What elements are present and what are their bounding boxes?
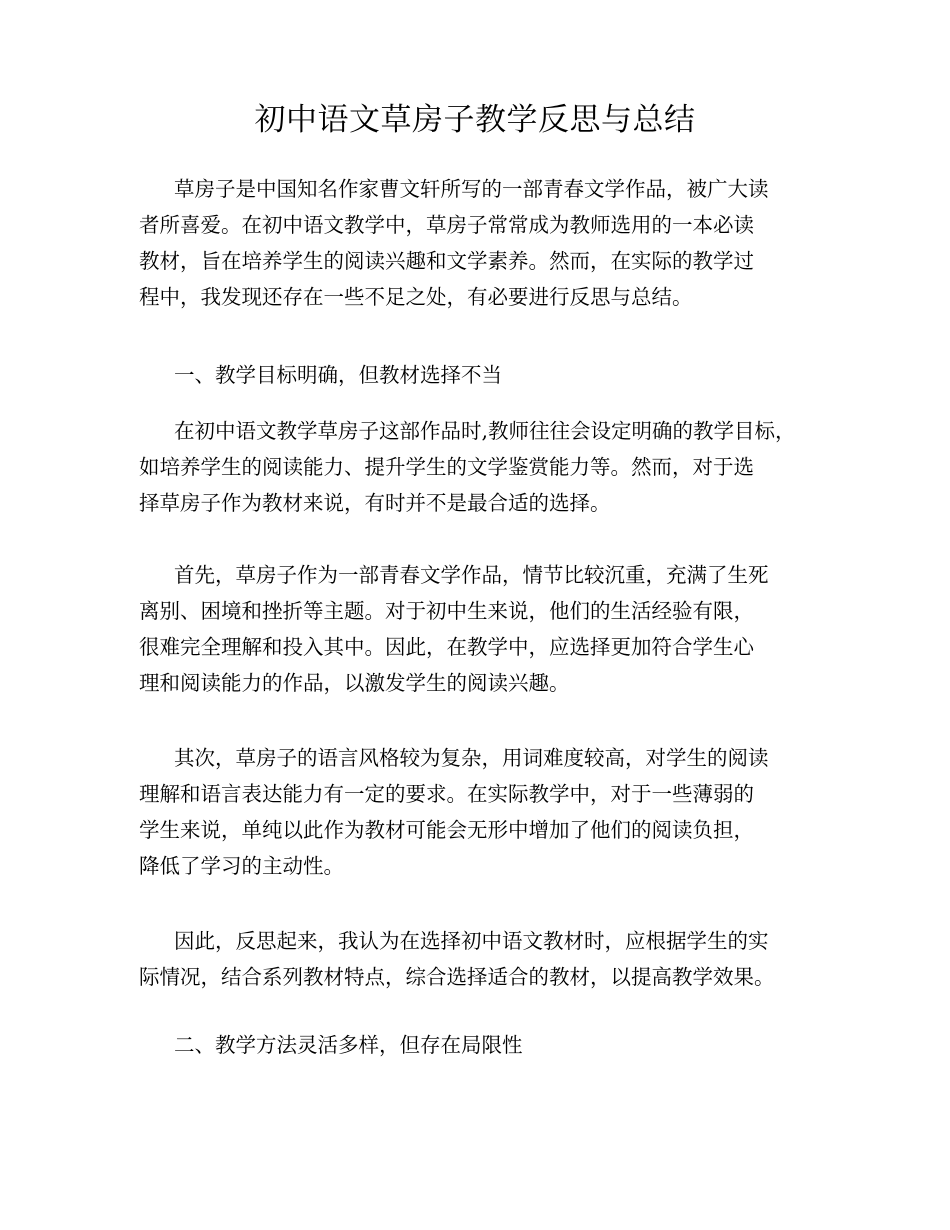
paragraph-line: 如培养学生的阅读能力、提升学生的文学鉴赏能力等。然而，对于选 (139, 455, 754, 479)
document-title: 初中语文草房子教学反思与总结 (254, 102, 696, 138)
paragraph-line: 其次，草房子的语言风格较为复杂，用词难度较高，对学生的阅读 (174, 746, 769, 770)
paragraph-line: 降低了学习的主动性。 (139, 854, 344, 878)
paragraph-line: 理解和语言表达能力有一定的要求。在实际教学中，对于一些薄弱的 (139, 782, 754, 806)
section-heading-1 (139, 357, 839, 393)
paragraph-line: 程中，我发现还存在一些不足之处，有必要进行反思与总结。 (139, 285, 693, 309)
paragraph-line: 在初中语文教学草房子这部作品时,教师往往会设定明确的教学目标， (174, 419, 796, 443)
paragraph-line: 际情况，结合系列教材特点，综合选择适合的教材，以提高教学效果。 (139, 965, 775, 989)
paragraph-line: 很难完全理解和投入其中。因此，在教学中，应选择更加符合学生心 (139, 635, 754, 659)
paragraph-line: 离别、困境和挫折等主题。对于初中生来说，他们的生活经验有限， (139, 599, 754, 623)
paragraph-teaching-goals (139, 413, 839, 521)
paragraph-first-point (139, 557, 839, 701)
paragraph-line: 理和阅读能力的作品，以激发学生的阅读兴趣。 (139, 671, 570, 695)
paragraph-line: 因此，反思起来，我认为在选择初中语文教材时，应根据学生的实 (174, 929, 769, 953)
paragraph-intro (139, 171, 839, 315)
paragraph-line: 学生来说，单纯以此作为教材可能会无形中增加了他们的阅读负担， (139, 818, 754, 842)
paragraph-line: 草房子是中国知名作家曹文轩所写的一部青春文学作品，被广大读 (174, 177, 769, 201)
paragraph-line: 首先，草房子作为一部青春文学作品，情节比较沉重，充满了生死 (174, 563, 769, 587)
paragraph-line: 教材，旨在培养学生的阅读兴趣和文学素养。然而，在实际的教学过 (139, 249, 754, 273)
section-heading-text: 一、教学目标明确，但教材选择不当 (174, 363, 502, 387)
section-heading-text: 二、教学方法灵活多样，但存在局限性 (174, 1033, 523, 1057)
paragraph-line: 者所喜爱。在初中语文教学中，草房子常常成为教师选用的一本必读 (139, 213, 754, 237)
paragraph-line: 择草房子作为教材来说，有时并不是最合适的选择。 (139, 491, 611, 515)
paragraph-conclusion (139, 923, 839, 995)
paragraph-second-point (139, 740, 839, 884)
section-heading-2 (139, 1027, 839, 1063)
